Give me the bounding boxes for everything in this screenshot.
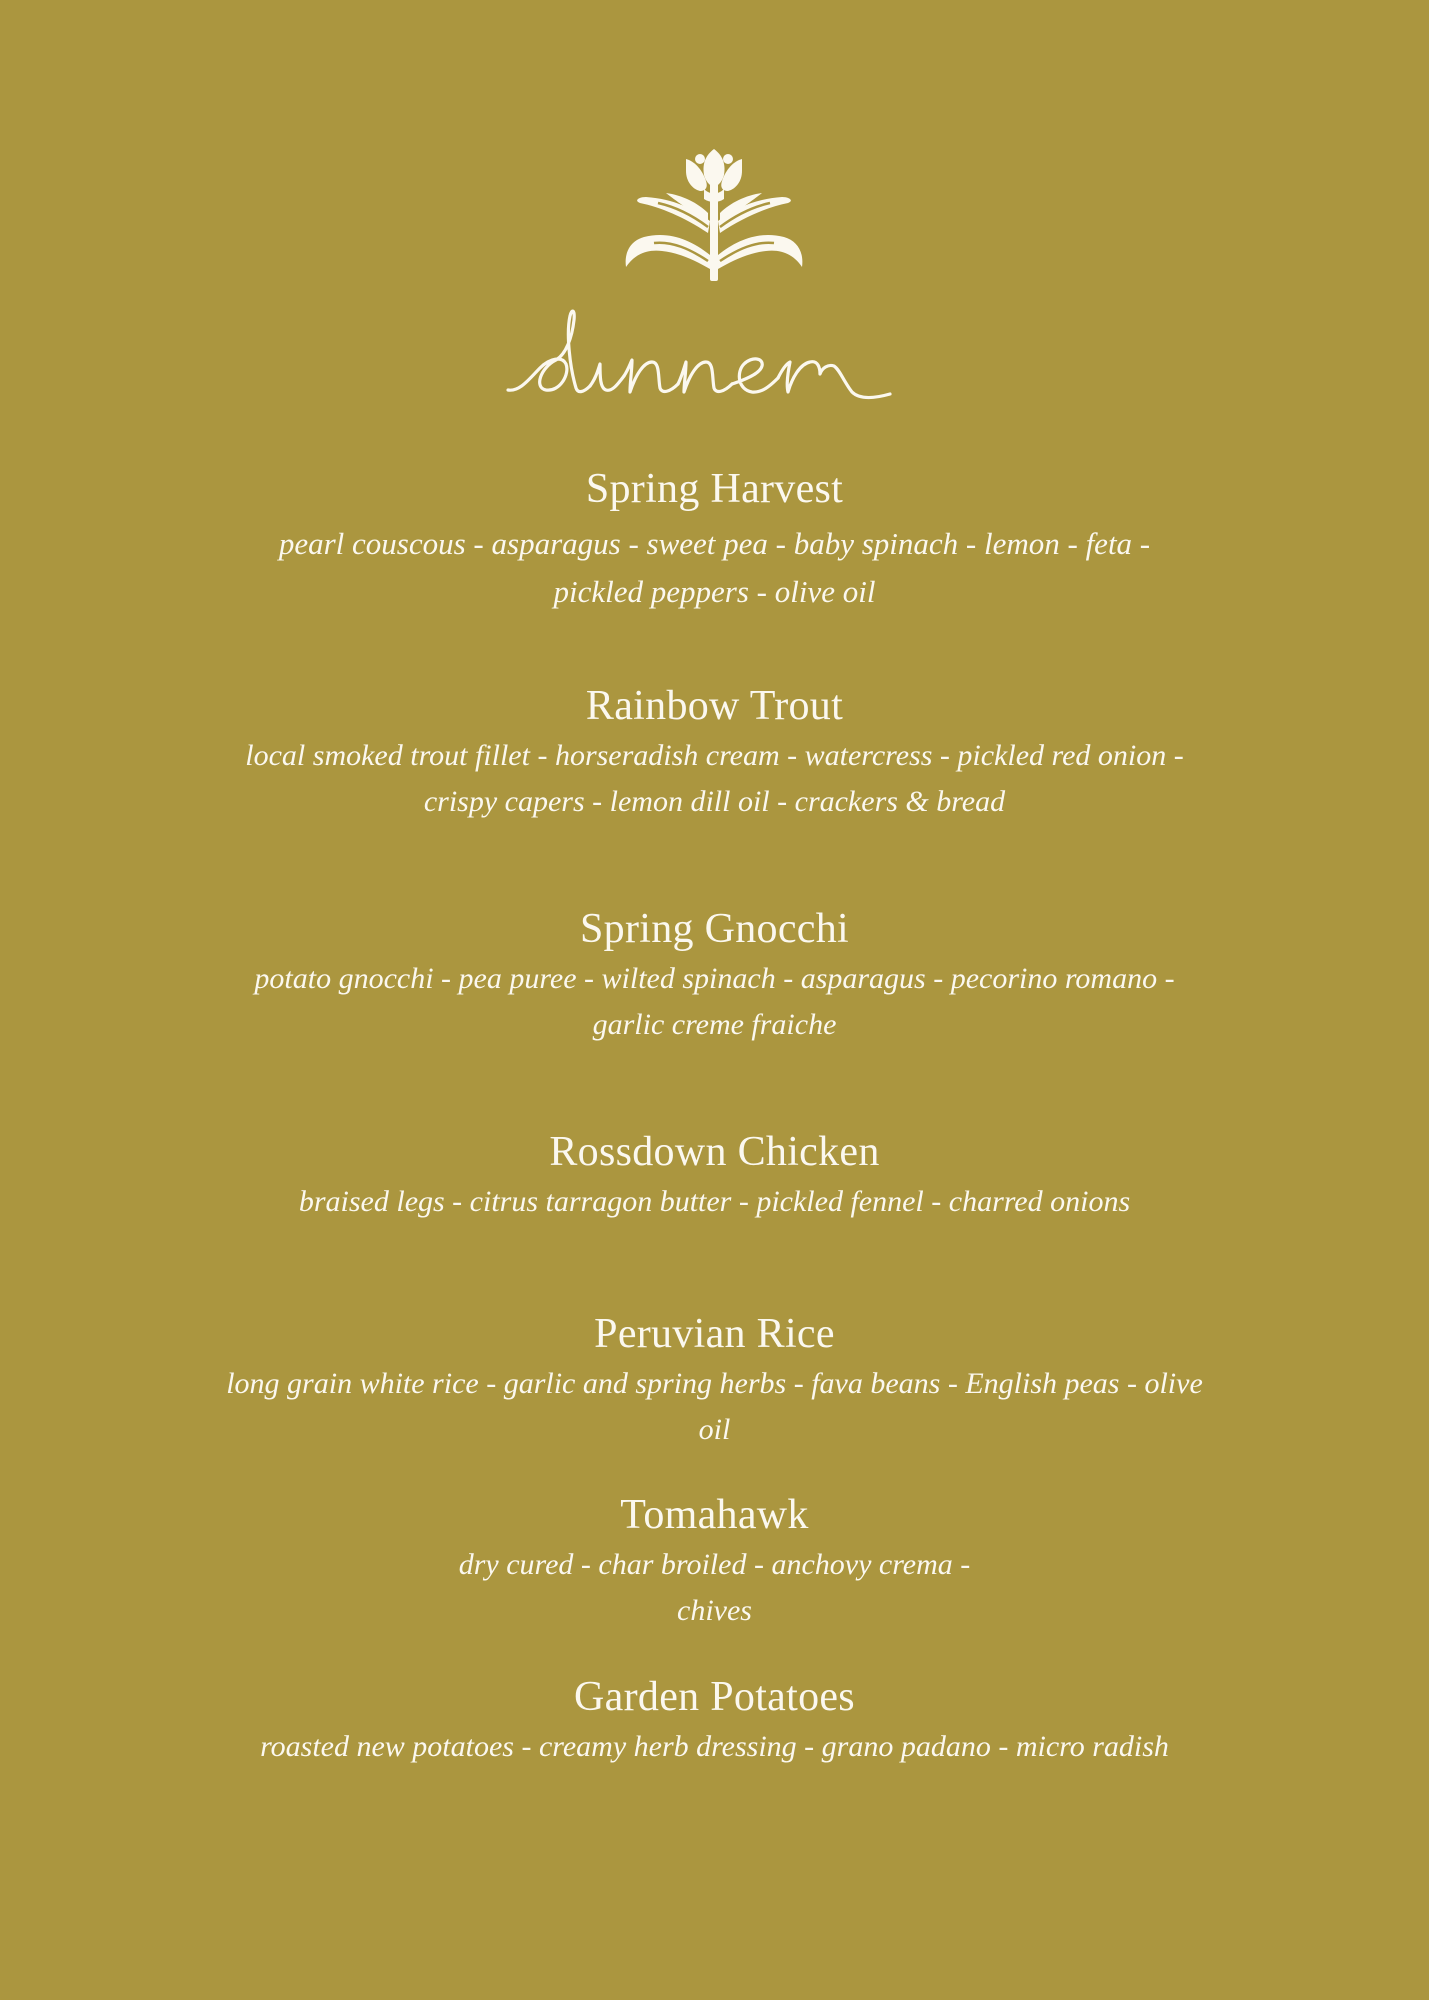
menu-item — [140, 1309, 1289, 1453]
dish-description — [140, 520, 1289, 616]
dish-description-line: dry cured - char broiled - anchovy crema - — [458, 1548, 971, 1581]
menu-item — [140, 681, 1289, 825]
dish-description-line: chives — [677, 1594, 752, 1627]
dish-description — [140, 956, 1289, 1048]
dish-name: Spring Gnocchi — [580, 906, 849, 952]
dish-description — [140, 1361, 1289, 1453]
dish-description-line: pickled peppers - olive oil — [553, 574, 876, 609]
dish-name: Peruvian Rice — [594, 1311, 835, 1357]
dish-name: Tomahawk — [620, 1492, 809, 1538]
dish-name: Garden Potatoes — [574, 1674, 855, 1720]
dish-description-line: potato gnocchi - pea puree - wilted spinach - asparagus - pecorino romano - — [254, 962, 1175, 995]
dish-description-line: local smoked trout fillet - horseradish cream - watercress - pickled red onion - — [245, 739, 1184, 772]
menu-item — [140, 904, 1289, 1048]
dish-description-line: long grain white rice - garlic and spring herbs - fava beans - English peas - olive — [226, 1367, 1203, 1400]
dish-description — [140, 1179, 1289, 1225]
dish-description — [140, 1542, 1289, 1634]
dish-name: Spring Harvest — [585, 466, 844, 512]
dish-description-line: crispy capers - lemon dill oil - crackers & bread — [423, 785, 1006, 818]
dish-description-line: braised legs - citrus tarragon butter - pickled fennel - charred onions — [298, 1185, 1131, 1218]
dish-description-line: garlic creme fraiche — [592, 1008, 837, 1041]
dish-name: Rossdown Chicken — [549, 1129, 880, 1175]
dish-description — [140, 733, 1289, 825]
menu-item — [140, 1127, 1289, 1225]
menu-item — [140, 1490, 1289, 1634]
dish-description-line: pearl couscous - asparagus - sweet pea - baby spinach - lemon - feta - — [278, 526, 1151, 561]
dish-description-line: oil — [698, 1413, 731, 1446]
menu-item — [140, 1672, 1289, 1770]
dish-description-line: roasted new potatoes - creamy herb dressing - grano padano - micro radish — [260, 1730, 1169, 1763]
dish-name: Rainbow Trout — [585, 683, 844, 729]
dish-description — [140, 1724, 1289, 1770]
menu-item — [140, 464, 1289, 616]
